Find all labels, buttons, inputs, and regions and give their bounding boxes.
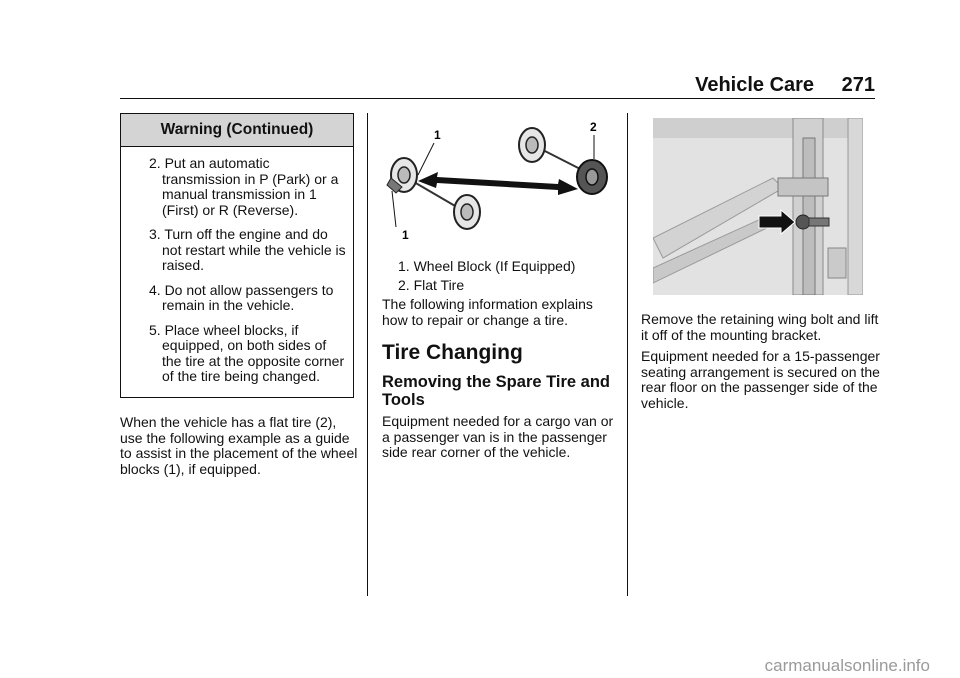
callout-label: 1 <box>434 128 441 142</box>
blocked-tire-icon <box>387 158 417 193</box>
warning-box <box>120 113 354 398</box>
figure-caption-list <box>398 259 575 296</box>
page-number: 271 <box>841 74 875 96</box>
wheel-block-illustration <box>382 115 612 243</box>
remove-bolt-paragraph: Remove the retaining wing bolt and lift it off of the mounting bracket. <box>641 311 879 343</box>
equipment-15-passenger-paragraph: Equipment needed for a 15-passenger seating arrangement is secured on the rear floor on the passenger side of the vehicle. <box>641 348 880 411</box>
tire-icon <box>454 195 480 229</box>
flat-tire-paragraph: When the vehicle has a flat tire (2), use the following example as a guide to assist in the placement of the wheel blocks (1), if equipped. <box>120 414 358 477</box>
warning-item: 5. Place wheel blocks, if equipped, on both sides of the tire at the opposite corner of the tire being changed. <box>149 321 345 384</box>
header-rule <box>120 98 875 99</box>
mounting-bracket-photo <box>653 118 863 295</box>
figure-caption: 1. Wheel Block (If Equipped) <box>398 258 576 274</box>
section-heading: Tire Changing <box>382 341 523 364</box>
subsection-heading: Removing the Spare Tire and Tools <box>382 373 611 409</box>
warning-item: 2. Put an automatic transmission in P (Park) or a manual transmission in 1 (First) or R (Reverse). <box>149 155 339 218</box>
equipment-paragraph: Equipment needed for a cargo van or a passenger van is in the passenger side rear corner of the vehicle. <box>382 413 614 460</box>
callout-label: 2 <box>590 120 597 134</box>
warning-item: 3. Turn off the engine and do not restart while the vehicle is raised. <box>149 226 346 273</box>
footer-watermark: carmanualsonline.info <box>764 656 930 675</box>
page-header <box>695 74 875 97</box>
diagonal-arrow-icon <box>418 172 578 195</box>
warning-list <box>121 147 353 385</box>
section-title: Vehicle Care <box>695 74 815 96</box>
tire-icon <box>519 128 545 162</box>
column-divider-2 <box>627 113 628 596</box>
warning-item: 4. Do not allow passengers to remain in the vehicle. <box>149 281 334 313</box>
intro-paragraph: The following information explains how to repair or change a tire. <box>382 296 593 328</box>
flat-tire-icon <box>577 160 607 194</box>
figure-caption: 2. Flat Tire <box>398 276 465 293</box>
warning-title: Warning (Continued) <box>121 114 353 147</box>
callout-label: 1 <box>402 228 409 242</box>
column-divider-1 <box>367 113 368 596</box>
